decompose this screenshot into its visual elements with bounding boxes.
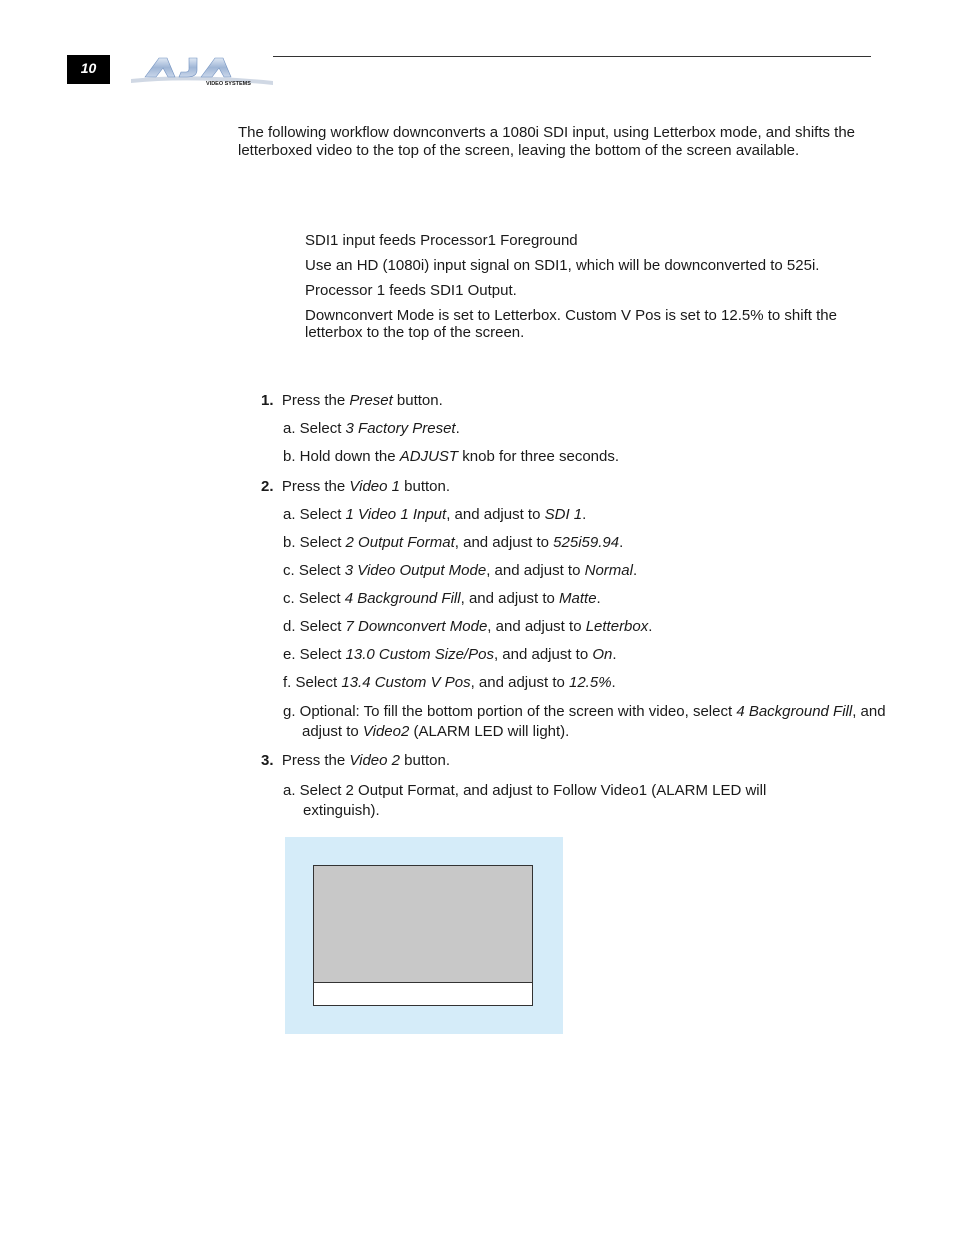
text-segment: e. Select [283, 646, 346, 663]
italic-term: ADJUST [399, 448, 459, 465]
text-segment: b. Hold down the [283, 448, 400, 465]
step-2g [283, 702, 890, 742]
note-routing: SDI1 input feeds Processor1 Foreground [305, 232, 578, 249]
text-segment: . [648, 618, 653, 635]
intro-paragraph: The following workflow downconverts a 1080i SDI input, using Letterbox mode, and shifts the letterboxed video to the top of the screen, leaving the bottom of the screen available. [238, 124, 856, 159]
italic-term: SDI 1 [544, 506, 583, 523]
aja-logo [131, 55, 273, 87]
text-segment: , and adjust to [446, 506, 545, 523]
text-segment: . [596, 590, 601, 607]
italic-term: 1 Video 1 Input [345, 506, 447, 523]
text-segment: b. Select [283, 534, 346, 551]
step-2d [283, 618, 873, 636]
step-2a [283, 506, 873, 524]
step-number: 1. [261, 392, 274, 409]
text-segment: . [582, 506, 587, 523]
italic-term: 12.5% [569, 674, 612, 691]
italic-term: 2 Output Format [345, 534, 455, 551]
text-segment: c. Select [283, 562, 345, 579]
step-2c-background-fill [283, 590, 873, 608]
italic-term: 4 Background Fill [344, 590, 461, 607]
text-segment: , and adjust to [470, 674, 569, 691]
text-segment: . [611, 674, 616, 691]
text-segment: d. Select [283, 618, 346, 635]
text-segment: . [612, 646, 617, 663]
italic-term: Letterbox [585, 618, 649, 635]
text-segment: c. Select [283, 590, 345, 607]
step-1: 1. Press the Preset button. [261, 392, 443, 409]
step-3: 3. Press the Video 2 button. [261, 752, 451, 769]
text-segment: (ALARM LED will light). [409, 723, 570, 740]
letterboxed-video-area [314, 866, 532, 983]
step-number: 3. [261, 752, 274, 769]
italic-term: 525i59.94 [553, 534, 620, 551]
page-number: 10 [80, 60, 97, 76]
italic-term: On [592, 646, 613, 663]
text-segment: g. Optional: To fill the bottom portion of the screen with video, select [283, 703, 737, 720]
text-segment: , and adjust to [460, 590, 560, 607]
step-3a [283, 781, 843, 821]
italic-term: Matte [559, 590, 597, 607]
text-segment: , and adjust to [493, 646, 593, 663]
note-output: Processor 1 feeds SDI1 Output. [305, 282, 517, 299]
text-segment: , and adjust to [454, 534, 554, 551]
step-number: 2. [261, 478, 274, 495]
note-input-signal: Use an HD (1080i) input signal on SDI1, which will be downconverted to 525i. [305, 257, 820, 274]
italic-term: Normal [584, 562, 633, 579]
text-segment: , and adjust to [486, 562, 585, 579]
italic-term: 7 Downconvert Mode [345, 618, 488, 635]
step-1a [283, 420, 873, 438]
italic-term: 3 Video Output Mode [344, 562, 487, 579]
text-segment: . [619, 534, 624, 551]
text-segment: . [632, 562, 638, 579]
note-downconvert-mode: Downconvert Mode is set to Letterbox. Custom V Pos is set to 12.5% to shift the letterbox to the top of the screen. [305, 307, 837, 341]
text-segment: a. Select [283, 420, 346, 437]
step-2b [283, 534, 873, 552]
logo-subtext: VIDEO SYSTEMS [206, 81, 251, 87]
italic-term: 3 Factory Preset [345, 420, 456, 437]
text-segment: . [455, 420, 460, 437]
text-segment: a. Select [283, 506, 346, 523]
text-segment: , and adjust to [302, 703, 886, 740]
italic-term: 4 Background Fill [736, 703, 853, 720]
step-2c-output-mode [283, 562, 873, 580]
text-segment: , and adjust to [487, 618, 586, 635]
step-2: 2. Press the Video 1 button. [261, 478, 451, 495]
text-segment: a. Select 2 Output Format, and adjust to Follow Video1 (ALARM LED will extinguish). [283, 782, 767, 819]
italic-term: 13.4 Custom V Pos [341, 674, 471, 691]
text-segment: f. Select [283, 674, 342, 691]
step-1b [283, 448, 873, 466]
italic-term: Video2 [362, 723, 410, 740]
italic-term: 13.0 Custom Size/Pos [345, 646, 494, 663]
header-rule [273, 56, 871, 57]
step-2e [283, 646, 873, 664]
text-segment: knob for three seconds. [458, 448, 620, 465]
step-2f [283, 674, 873, 692]
